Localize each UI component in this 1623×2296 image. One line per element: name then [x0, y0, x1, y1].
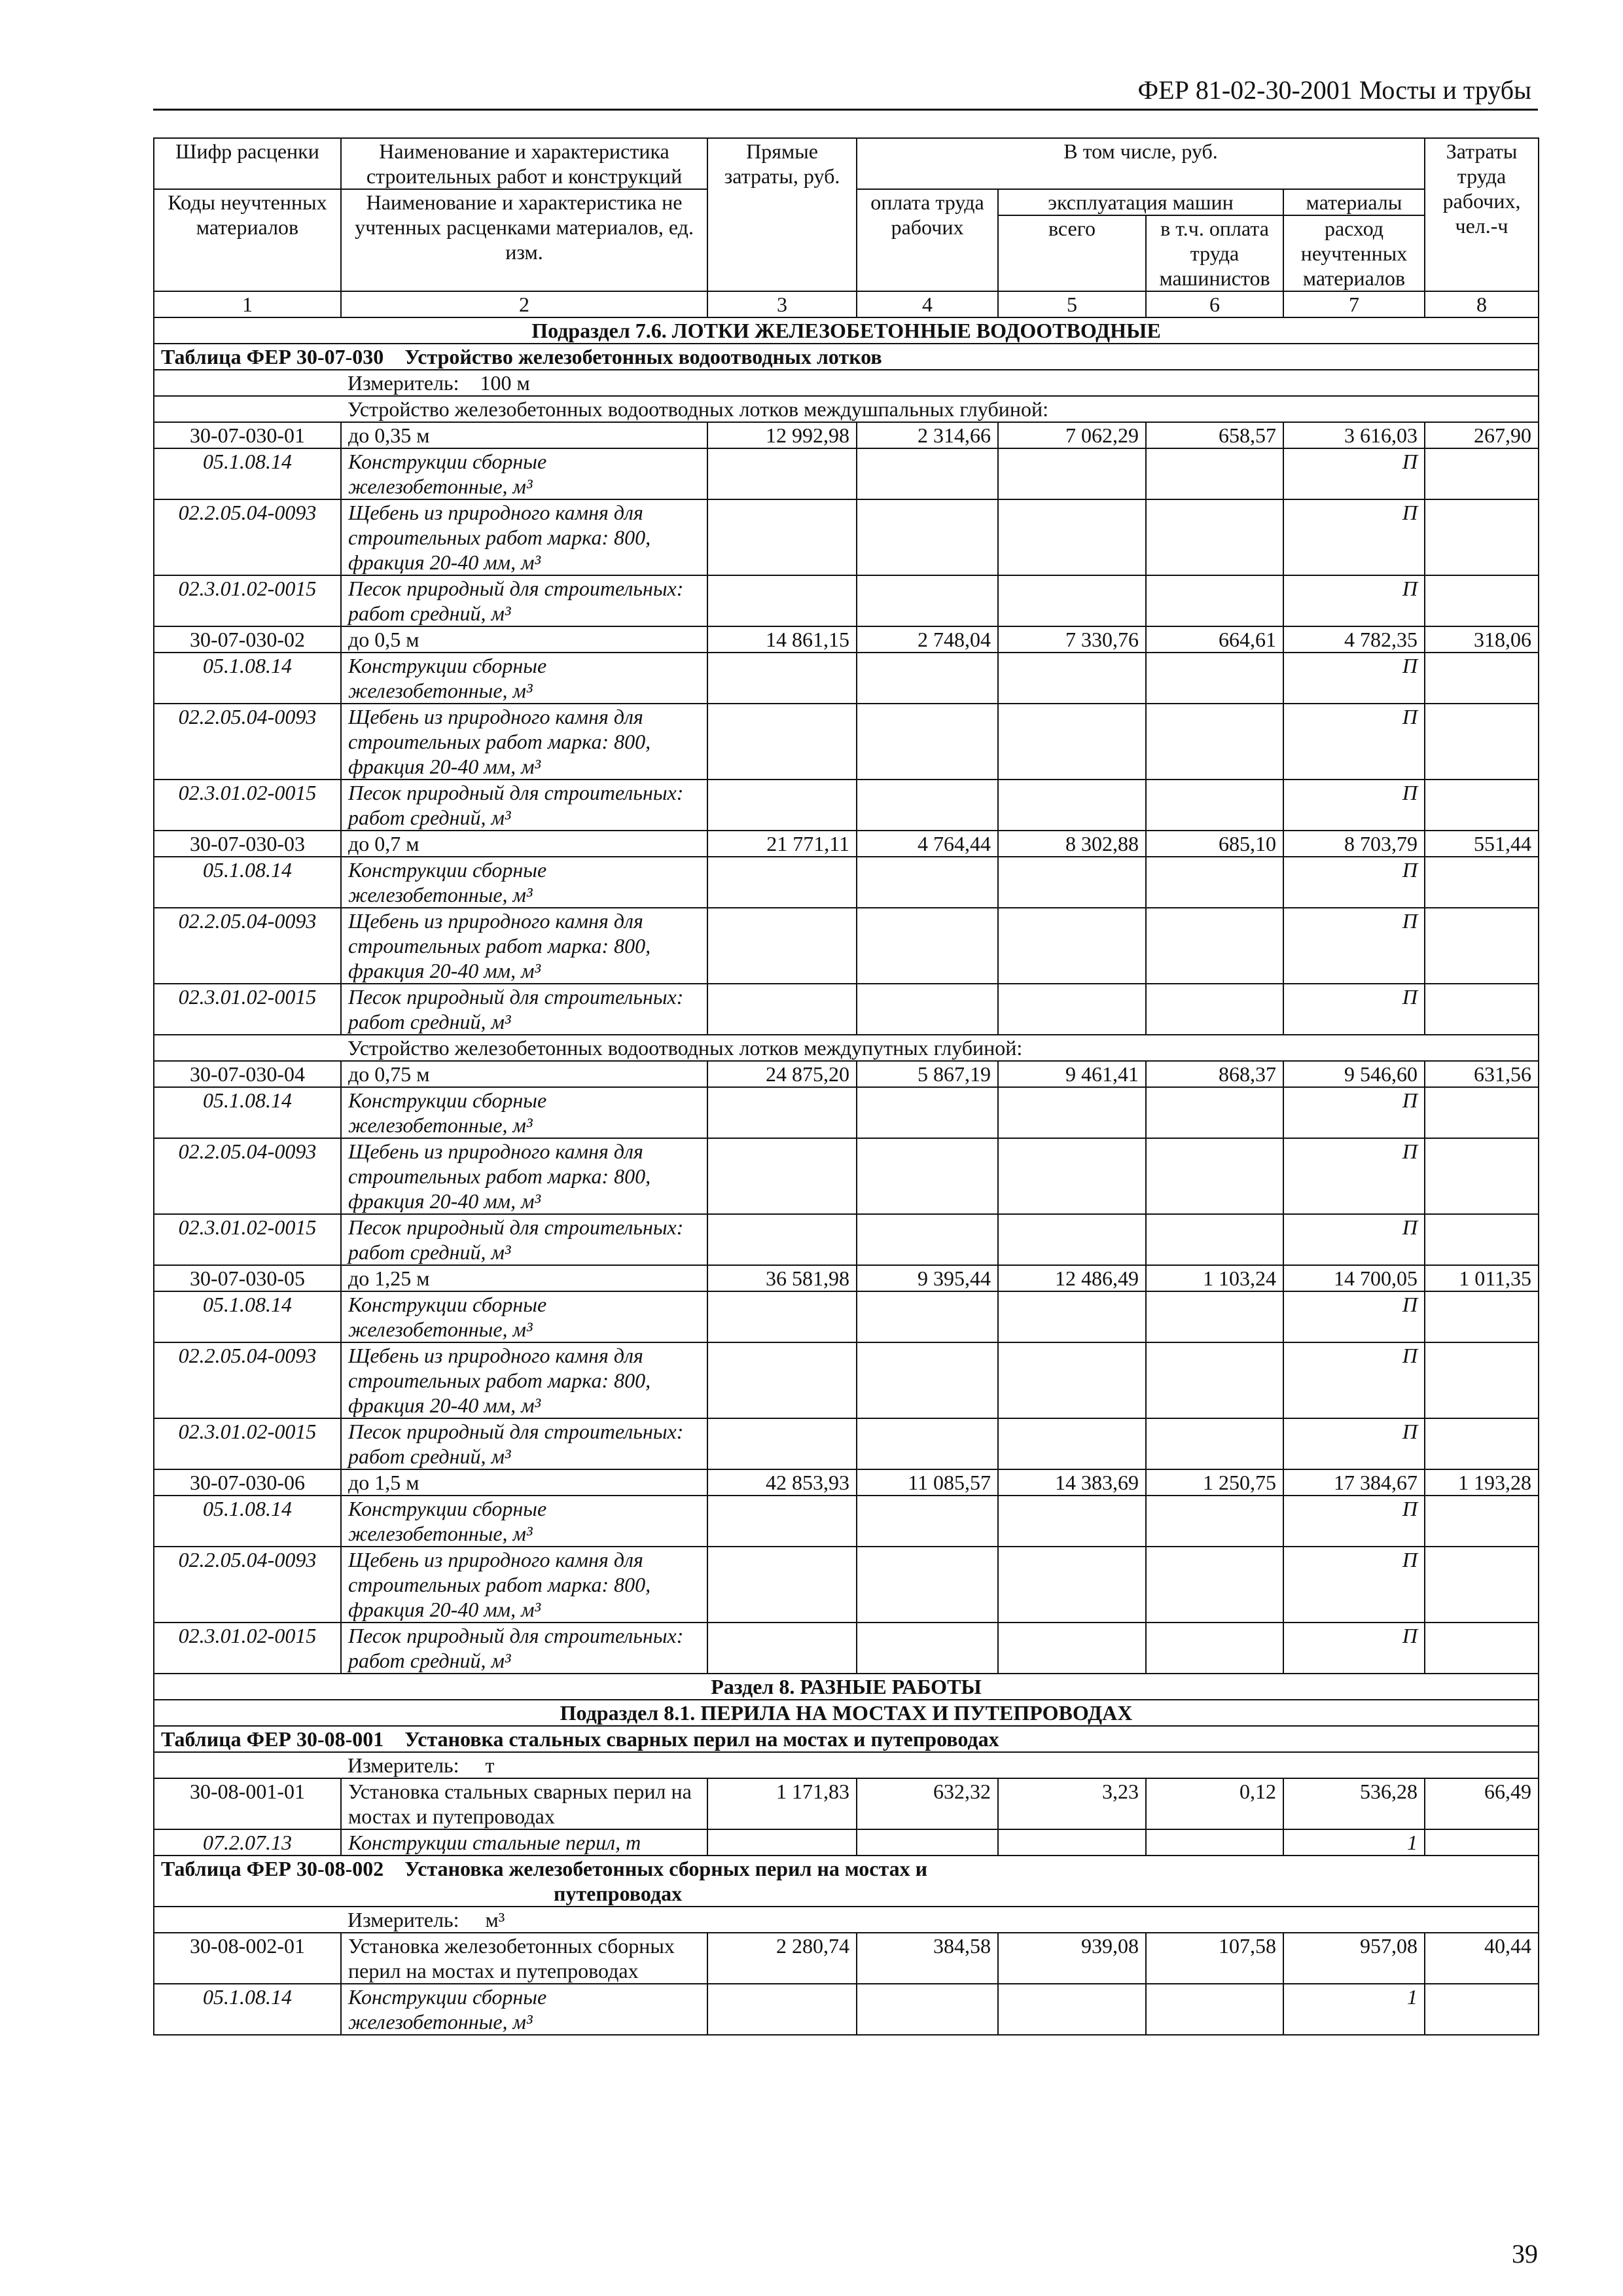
- row-materials: 17 384,67: [1283, 1469, 1425, 1496]
- measure-label: Измеритель:: [348, 371, 459, 395]
- material-row: [154, 1291, 1539, 1342]
- row-name: до 0,7 м: [341, 831, 707, 857]
- material-row: [154, 1496, 1539, 1547]
- row-code: 30-07-030-06: [154, 1469, 341, 1496]
- row-hours: 1 193,28: [1425, 1469, 1539, 1496]
- row-name: до 0,75 м: [341, 1061, 707, 1087]
- material-unaccounted-mark: П: [1283, 704, 1425, 780]
- material-name: Щебень из природного камня для строительных работ марка: 800, фракция 20-40 мм, м³: [341, 908, 707, 984]
- table-header-row: [154, 138, 1539, 189]
- table-title-cont: путепроводах: [554, 1882, 683, 1905]
- row-direct: 2 280,74: [707, 1933, 857, 1984]
- row-code: 30-08-001-01: [154, 1778, 341, 1829]
- material-name: Песок природный для строительных: работ средний, м³: [341, 984, 707, 1035]
- row-labor: 2 314,66: [857, 422, 998, 448]
- table-row: [154, 1469, 1539, 1496]
- group-caption: Устройство железобетонных водоотводных лотков междупутных глубиной:: [154, 1035, 1539, 1061]
- material-name: Щебень из природного камня для строительных работ марка: 800, фракция 20-40 мм, м³: [341, 1547, 707, 1623]
- measure-row: [154, 1907, 1539, 1933]
- material-name: Конструкции сборные железобетонные, м³: [341, 1291, 707, 1342]
- table-label: Таблица ФЕР 30-08-001: [161, 1727, 384, 1751]
- table-title: Установка железобетонных сборных перил на мостах и: [404, 1857, 928, 1880]
- material-code: 05.1.08.14: [154, 857, 341, 908]
- material-row: [154, 780, 1539, 831]
- row-labor: 11 085,57: [857, 1469, 998, 1496]
- material-row: [154, 1547, 1539, 1623]
- row-labor: 384,58: [857, 1933, 998, 1984]
- row-driver: 664,61: [1146, 626, 1283, 653]
- material-unaccounted-mark: П: [1283, 1138, 1425, 1214]
- material-unaccounted-mark: П: [1283, 1623, 1425, 1674]
- row-driver: 107,58: [1146, 1933, 1283, 1984]
- material-row: [154, 1984, 1539, 2035]
- material-code: 02.2.05.04-0093: [154, 1138, 341, 1214]
- material-name: Конструкции сборные железобетонные, м³: [341, 857, 707, 908]
- material-name: Щебень из природного камня для строительных работ марка: 800, фракция 20-40 мм, м³: [341, 1138, 707, 1214]
- table-row: [154, 1778, 1539, 1829]
- row-hours: 66,49: [1425, 1778, 1539, 1829]
- row-materials: 9 546,60: [1283, 1061, 1425, 1087]
- price-table: [153, 137, 1539, 2036]
- material-row: [154, 1623, 1539, 1674]
- table-title-row: [154, 1726, 1539, 1752]
- col-materials-sub-header: расход неучтенных материалов: [1283, 215, 1425, 291]
- material-unaccounted-mark: П: [1283, 780, 1425, 831]
- material-code: 07.2.07.13: [154, 1829, 341, 1856]
- row-machines: 7 330,76: [998, 626, 1146, 653]
- material-name: Щебень из природного камня для строительных работ марка: 800, фракция 20-40 мм, м³: [341, 499, 707, 575]
- row-driver: 0,12: [1146, 1778, 1283, 1829]
- row-driver: 658,57: [1146, 422, 1283, 448]
- row-machines: 939,08: [998, 1933, 1146, 1984]
- table-row: [154, 1265, 1539, 1291]
- material-name: Песок природный для строительных: работ средний, м³: [341, 1214, 707, 1265]
- col-machines-driver-header: в т.ч. оплата труда машинистов: [1146, 215, 1283, 291]
- running-header: [153, 71, 1538, 111]
- row-hours: 631,56: [1425, 1061, 1539, 1087]
- col-machines-total-header: всего: [998, 215, 1146, 291]
- col-incl-header: В том числе, руб.: [857, 138, 1425, 189]
- material-row: [154, 499, 1539, 575]
- material-name: Конструкции сборные железобетонные, м³: [341, 448, 707, 499]
- material-unaccounted-mark: П: [1283, 1418, 1425, 1469]
- material-unaccounted-mark: П: [1283, 908, 1425, 984]
- row-machines: 8 302,88: [998, 831, 1146, 857]
- rows-group-2: [154, 1061, 1539, 1674]
- table-title-row: [154, 1856, 1539, 1907]
- material-name: Конструкции стальные перил, т: [341, 1829, 707, 1856]
- row-code: 30-07-030-01: [154, 422, 341, 448]
- row-labor: 5 867,19: [857, 1061, 998, 1087]
- row-direct: 14 861,15: [707, 626, 857, 653]
- row-hours: 551,44: [1425, 831, 1539, 857]
- material-unaccounted-mark: П: [1283, 984, 1425, 1035]
- material-code: 02.3.01.02-0015: [154, 1623, 341, 1674]
- row-direct: 21 771,11: [707, 831, 857, 857]
- material-unaccounted-mark: П: [1283, 1547, 1425, 1623]
- material-row: [154, 1418, 1539, 1469]
- row-code: 30-07-030-04: [154, 1061, 341, 1087]
- material-unaccounted-mark: П: [1283, 653, 1425, 704]
- row-code: 30-07-030-05: [154, 1265, 341, 1291]
- material-name: Конструкции сборные железобетонные, м³: [341, 1984, 707, 2035]
- col-hours-header: Затраты труда рабочих, чел.-ч: [1425, 138, 1539, 291]
- table-row: [154, 422, 1539, 448]
- measure-value: т: [485, 1753, 495, 1777]
- row-direct: 12 992,98: [707, 422, 857, 448]
- rows-group-1: [154, 422, 1539, 1035]
- material-row: [154, 448, 1539, 499]
- table-title-row: [154, 344, 1539, 370]
- row-materials: 3 616,03: [1283, 422, 1425, 448]
- material-code: 02.2.05.04-0093: [154, 704, 341, 780]
- row-code: 30-07-030-03: [154, 831, 341, 857]
- material-unaccounted-mark: П: [1283, 1496, 1425, 1547]
- row-driver: 685,10: [1146, 831, 1283, 857]
- subsection-heading: Подраздел 8.1. ПЕРИЛА НА МОСТАХ И ПУТЕПРОВОДАХ: [154, 1700, 1539, 1726]
- material-name: Песок природный для строительных: работ средний, м³: [341, 575, 707, 626]
- col-code-header: Шифр расценки: [154, 138, 341, 189]
- table-row: [154, 1933, 1539, 1984]
- table-title: Устройство железобетонных водоотводных лотков: [404, 345, 882, 368]
- row-driver: 1 103,24: [1146, 1265, 1283, 1291]
- col-materials-header: материалы: [1283, 189, 1425, 215]
- row-code: 30-07-030-02: [154, 626, 341, 653]
- row-direct: 42 853,93: [707, 1469, 857, 1496]
- material-code: 05.1.08.14: [154, 1087, 341, 1138]
- row-materials: 8 703,79: [1283, 831, 1425, 857]
- row-name: Установка стальных сварных перил на мостах и путепроводах: [341, 1778, 707, 1829]
- material-unaccounted-mark: П: [1283, 1214, 1425, 1265]
- row-hours: 267,90: [1425, 422, 1539, 448]
- material-code: 05.1.08.14: [154, 653, 341, 704]
- material-code: 02.2.05.04-0093: [154, 499, 341, 575]
- table-label: Таблица ФЕР 30-07-030: [161, 345, 384, 368]
- material-unaccounted-mark: П: [1283, 857, 1425, 908]
- material-name: Щебень из природного камня для строительных работ марка: 800, фракция 20-40 мм, м³: [341, 1342, 707, 1418]
- row-labor: 632,32: [857, 1778, 998, 1829]
- row-labor: 4 764,44: [857, 831, 998, 857]
- material-row: [154, 1829, 1539, 1856]
- row-direct: 36 581,98: [707, 1265, 857, 1291]
- row-machines: 7 062,29: [998, 422, 1146, 448]
- row-code: 30-08-002-01: [154, 1933, 341, 1984]
- material-name: Конструкции сборные железобетонные, м³: [341, 1087, 707, 1138]
- measure-value: 100 м: [480, 371, 530, 395]
- table-title: Установка стальных сварных перил на мостах и путепроводах: [404, 1727, 999, 1751]
- table-row: [154, 1061, 1539, 1087]
- row-name: Установка железобетонных сборных перил на мостах и путепроводах: [341, 1933, 707, 1984]
- row-name: до 1,5 м: [341, 1469, 707, 1496]
- measure-row: [154, 1752, 1539, 1778]
- material-row: [154, 1214, 1539, 1265]
- material-row: [154, 1138, 1539, 1214]
- row-machines: 12 486,49: [998, 1265, 1146, 1291]
- material-row: [154, 984, 1539, 1035]
- row-materials: 957,08: [1283, 1933, 1425, 1984]
- material-code: 02.3.01.02-0015: [154, 780, 341, 831]
- material-code: 02.3.01.02-0015: [154, 1418, 341, 1469]
- measure-value: м³: [485, 1908, 505, 1931]
- row-materials: 4 782,35: [1283, 626, 1425, 653]
- row-machines: 9 461,41: [998, 1061, 1146, 1087]
- row-labor: 2 748,04: [857, 626, 998, 653]
- row-name: до 0,35 м: [341, 422, 707, 448]
- material-unaccounted-mark: П: [1283, 575, 1425, 626]
- material-name: Конструкции сборные железобетонные, м³: [341, 1496, 707, 1547]
- row-driver: 868,37: [1146, 1061, 1283, 1087]
- material-unaccounted-mark: П: [1283, 1342, 1425, 1418]
- group-caption: Устройство железобетонных водоотводных лотков междушпальных глубиной:: [154, 396, 1539, 422]
- col-name-header: Наименование и характеристика строительных работ и конструкций: [341, 138, 707, 189]
- material-name: Конструкции сборные железобетонные, м³: [341, 653, 707, 704]
- material-code: 02.3.01.02-0015: [154, 1214, 341, 1265]
- row-materials: 14 700,05: [1283, 1265, 1425, 1291]
- document-title: ФЕР 81-02-30-2001 Мосты и трубы: [1137, 75, 1531, 105]
- subsection-heading: Подраздел 7.6. ЛОТКИ ЖЕЛЕЗОБЕТОННЫЕ ВОДООТВОДНЫЕ: [154, 317, 1539, 344]
- row-materials: 536,28: [1283, 1778, 1425, 1829]
- col-direct-header: Прямые затраты, руб.: [707, 138, 857, 291]
- material-code: 05.1.08.14: [154, 1496, 341, 1547]
- row-driver: 1 250,75: [1146, 1469, 1283, 1496]
- material-unaccounted-mark: П: [1283, 1291, 1425, 1342]
- material-qty: 1: [1283, 1829, 1425, 1856]
- page-number: 39: [1512, 2239, 1538, 2269]
- col-uncounted-codes-header: Коды неучтенных материалов: [154, 189, 341, 291]
- material-unaccounted-mark: П: [1283, 499, 1425, 575]
- material-row: [154, 575, 1539, 626]
- material-code: 02.2.05.04-0093: [154, 1547, 341, 1623]
- material-name: Песок природный для строительных: работ средний, м³: [341, 780, 707, 831]
- col-labor-header: оплата труда рабочих: [857, 189, 998, 291]
- table-label: Таблица ФЕР 30-08-002: [161, 1857, 384, 1880]
- material-row: [154, 1087, 1539, 1138]
- table-row: [154, 626, 1539, 653]
- material-name: Щебень из природного камня для строительных работ марка: 800, фракция 20-40 мм, м³: [341, 704, 707, 780]
- measure-label: Измеритель:: [348, 1908, 459, 1931]
- material-name: Песок природный для строительных: работ средний, м³: [341, 1418, 707, 1469]
- material-unaccounted-mark: П: [1283, 448, 1425, 499]
- row-machines: 3,23: [998, 1778, 1146, 1829]
- row-direct: 1 171,83: [707, 1778, 857, 1829]
- material-row: [154, 704, 1539, 780]
- measure-label: Измеритель:: [348, 1753, 459, 1777]
- row-hours: 318,06: [1425, 626, 1539, 653]
- material-row: [154, 908, 1539, 984]
- material-code: 05.1.08.14: [154, 1291, 341, 1342]
- row-name: до 1,25 м: [341, 1265, 707, 1291]
- material-code: 02.3.01.02-0015: [154, 575, 341, 626]
- measure-row: [154, 370, 1539, 396]
- material-code: 05.1.08.14: [154, 448, 341, 499]
- row-labor: 9 395,44: [857, 1265, 998, 1291]
- material-row: [154, 1342, 1539, 1418]
- row-direct: 24 875,20: [707, 1061, 857, 1087]
- material-code: 02.3.01.02-0015: [154, 984, 341, 1035]
- material-unaccounted-mark: П: [1283, 1087, 1425, 1138]
- material-code: 05.1.08.14: [154, 1984, 341, 2035]
- material-row: [154, 653, 1539, 704]
- material-name: Песок природный для строительных: работ средний, м³: [341, 1623, 707, 1674]
- material-code: 02.2.05.04-0093: [154, 908, 341, 984]
- column-numbers-row: 1 2 3 4 5 6 7 8: [154, 291, 1539, 317]
- material-code: 02.2.05.04-0093: [154, 1342, 341, 1418]
- row-hours: 1 011,35: [1425, 1265, 1539, 1291]
- section-heading: Раздел 8. РАЗНЫЕ РАБОТЫ: [154, 1674, 1539, 1700]
- row-machines: 14 383,69: [998, 1469, 1146, 1496]
- table-row: [154, 831, 1539, 857]
- col-machines-header: эксплуатация машин: [998, 189, 1283, 215]
- row-name: до 0,5 м: [341, 626, 707, 653]
- material-row: [154, 857, 1539, 908]
- material-qty: 1: [1283, 1984, 1425, 2035]
- row-hours: 40,44: [1425, 1933, 1539, 1984]
- col-uncounted-name-header: Наименование и характеристика не учтенных расценками материалов, ед. изм.: [341, 189, 707, 291]
